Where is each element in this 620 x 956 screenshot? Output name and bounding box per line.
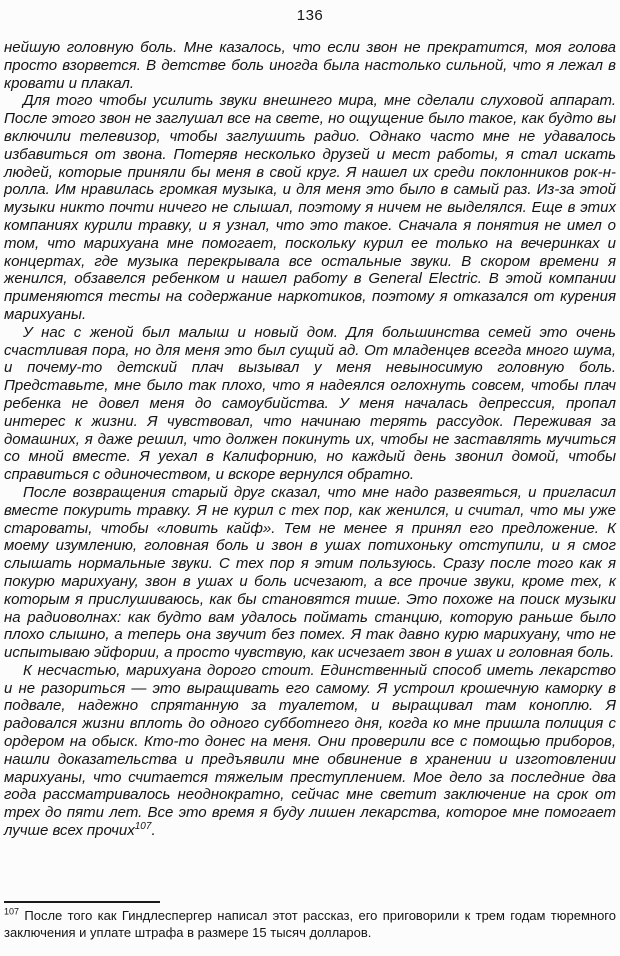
footnote-reference: 107 <box>134 821 152 833</box>
paragraph-text-tail: . <box>151 822 156 840</box>
paragraph-text: нейшую головную боль. Мне казалось, что если звон не прекратится, моя голова просто взорвется. В детстве боль иногда была настолько сильной, что я лежал в кровати и плакал. <box>4 39 616 92</box>
paragraph <box>4 92 616 323</box>
paragraph-text: К несчастью, марихуана дорого стоит. Единственный способ иметь лекарство и не разориться — это выращивать его самому. Я устроил крошечную каморку в подвале, надежно спрятанную за туалетом, и выращивал там коноплю. Я радовался жизни вплоть до одного субботнего дня, когда ко мне пришла полиция с ордером на обыск. Кто-то донес на меня. Они проверили все с помощью приборов, нашли доказательства и предъявили мне обвинение в хранении и изготовлении марихуаны, что считается тяжелым преступлением. Мое дело за последние два года рассматривалось неоднократно, сейчас мне светит заключение на срок от трех до пяти лет. Все это время я буду лишен лекарства, которое мне помогает лучше всех прочих <box>4 661 616 840</box>
paragraph <box>4 484 616 662</box>
paragraph <box>4 39 616 92</box>
page-number: 136 <box>296 7 324 24</box>
paragraph-text: У нас с женой был малыш и новый дом. Для большинства семей это очень счастливая пора, но для меня это был сущий ад. От младенцев всегда много шума, и почему-то детский плач вызывал у меня невыносимую головную боль. Представьте, мне было так плохо, что я надеялся оглохнуть совсем, чтобы плач ребенка не довел меня до самоубийства. У меня началась депрессия, пропал интерес к жизни. Я чувствовал, что начинаю терять рассудок. Переживая за домашних, я даже решил, что должен покинуть их, чтобы не заставлять мучиться со мной вместе. Я уехал в Калифорнию, но каждый день звонил домой, чтобы справиться с одиночеством, и вскоре вернулся обратно. <box>4 323 616 484</box>
paragraph <box>4 324 616 484</box>
footnote-separator <box>4 901 160 903</box>
footnote-marker: 107 <box>4 906 20 917</box>
footnote-body: После того как Гиндлеспергер написал этот рассказ, его приговорили к трем годам тюремного заключения и уплате штрафа в размере 15 тысяч долларов. <box>4 908 616 940</box>
body-text <box>4 39 616 840</box>
footnote <box>4 901 616 941</box>
paragraph-text: После возвращения старый друг сказал, что мне надо развеяться, и пригласил вместе покурить травку. Я не курил с тех пор, как женился, и считал, что мы уже староваты, чтобы «ловить кайф». Тем не менее я принял его предложение. К моему изумлению, головная боль и звон в ушах потихоньку отступили, и я смог слышать нормальные звуки. С тех пор я этим пользуюсь. Сразу после того как я покурю марихуану, звон в ушах и боль исчезают, а все прочие звуки, кроме тех, к которым я прислушиваюсь, как бы становятся тише. Это похоже на поиск музыки на радиоволнах: как будто вам удалось поймать станцию, которую раньше было плохо слышно, а теперь она звучит без помех. Я так давно курю марихуану, что не испытываю эйфории, а просто чувствую, как исчезает звон в ушах и головная боль. <box>4 483 616 662</box>
paragraph <box>4 662 616 840</box>
footnote-text <box>4 908 616 941</box>
paragraph-text: Для того чтобы усилить звуки внешнего мира, мне сделали слуховой аппарат. После этого звон не заглушал все на свете, но ощущение было такое, как будто вы включили телевизор, чтобы заглушить радио. Однако часто мне не удавалось избавиться от звона. Потеряв несколько друзей и мест работы, я стал искать людей, которые приняли бы меня в свой круг. Я нашел их среди поклонников рок-н-ролла. Им нравилась громкая музыка, и для меня это было в самый раз. Из-за этой музыки никто почти ничего не слышал, поэтому я ничем не выделялся. Еще в этих компаниях курили травку, и я узнал, что это такое. Сначала я понятия не имел о том, что марихуана мне помогает, поскольку курил ее только на вечеринках и концертах, где музыка перекрывала все остальные звуки. В скором времени я женился, обзавелся ребенком и нашел работу в General Electric. В этой компании применяются тесты на содержание наркотиков, поэтому я отказался от курения марихуаны. <box>4 92 616 323</box>
